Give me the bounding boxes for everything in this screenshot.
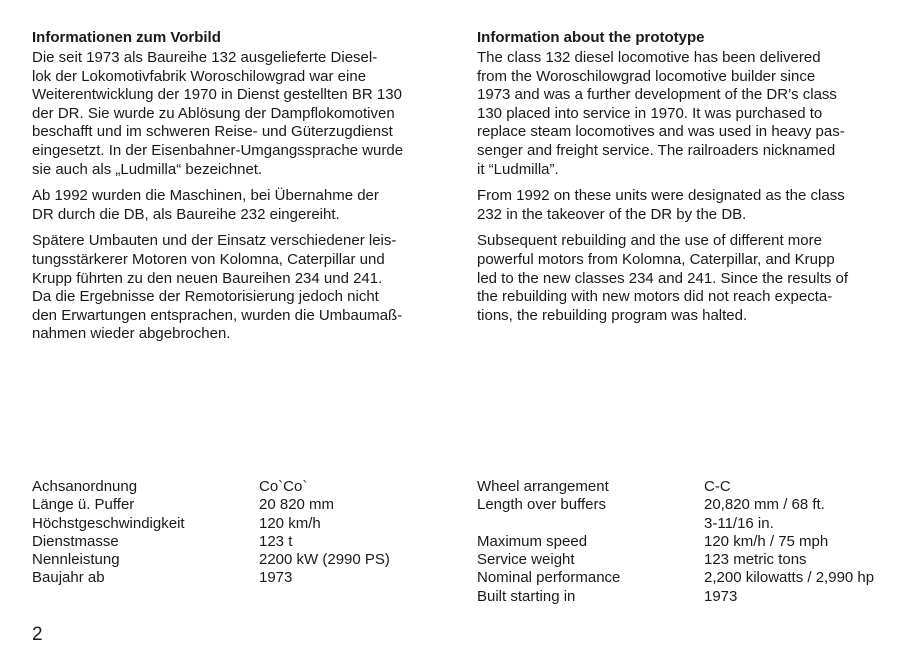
spec-value: C-C	[704, 478, 731, 495]
spec-value: 3-11/16 in.	[704, 514, 774, 532]
spec-label: Nennleistung	[32, 551, 120, 569]
spec-row	[32, 515, 449, 533]
spec-row	[477, 496, 894, 514]
spec-value: 20 820 mm	[259, 496, 335, 514]
spec-value: 123 metric tons	[704, 551, 807, 569]
spec-label: Wheel arrangement	[477, 478, 609, 495]
spec-label: Maximum speed	[477, 532, 588, 550]
spec-row	[32, 496, 449, 514]
english-paragraph-3: Subsequent rebuilding and the use of different more powerful motors from Kolomna, Caterpillar, and Krupp led to the new classes 234 and 241. Since the results of the rebuilding with new motors did not reach expecta- tions, the rebuilding program was halted.	[477, 232, 849, 324]
spec-row	[32, 533, 449, 551]
spec-label: Dienstmasse	[32, 532, 119, 550]
spec-value: 1973	[259, 569, 293, 587]
spec-value: 2200 kW (2990 PS)	[259, 551, 390, 569]
spec-label: Baujahr ab	[32, 569, 105, 587]
english-heading: Information about the prototype	[477, 29, 705, 46]
spec-value: Co`Co`	[259, 478, 308, 495]
spec-row	[477, 533, 894, 551]
english-paragraph-2: From 1992 on these units were designated as the class 232 in the takeover of the DR by the DB.	[477, 187, 845, 223]
spec-label: Service weight	[477, 551, 575, 569]
spec-value: 20,820 mm / 68 ft.	[704, 496, 825, 514]
spec-value: 120 km/h / 75 mph	[704, 532, 829, 550]
english-column	[477, 29, 882, 333]
spec-value: 1973	[704, 587, 738, 605]
spec-row	[477, 588, 894, 606]
spec-label: Achsanordnung	[32, 478, 138, 495]
english-specs-table	[477, 478, 894, 606]
spec-row	[477, 515, 894, 533]
german-paragraph-3: Spätere Umbauten und der Einsatz verschiedener leis- tungsstärkerer Motoren von Kolomna, Caterpillar und Krupp führten zu den neuen Baureihen 234 und 241. Da die Ergebnisse der Remotorisierung jedoch nicht den Erwartungen entsprachen, wurden die Umbaumaß- nahmen wieder abgebrochen.	[32, 232, 403, 343]
german-heading: Informationen zum Vorbild	[32, 29, 221, 46]
spec-value: 2,200 kilowatts / 2,990 hp	[704, 569, 875, 587]
german-specs-table	[32, 478, 449, 588]
spec-label: Länge ü. Puffer	[32, 496, 135, 514]
spec-row	[32, 569, 449, 587]
spec-value: 120 km/h	[259, 514, 321, 532]
spec-row	[477, 551, 894, 569]
english-paragraph-1: The class 132 diesel locomotive has been delivered from the Woroschilowgrad locomotive builder since 1973 and was a further development of the DR’s class 130 placed into service in 1970. It was purchased to replace steam locomotives and was used in heavy pas- senger and freight service. The railroaders nicknamed it “Ludmilla”.	[477, 49, 845, 178]
spec-row	[32, 551, 449, 569]
german-column	[32, 29, 442, 352]
german-paragraph-1: Die seit 1973 als Baureihe 132 ausgelieferte Diesel- lok der Lokomotivfabrik Woroschilowgrad war eine Weiterentwicklung der 1970 in Dienst gestellten BR 130 der DR. Sie wurde zu Ablösung der Dampflokomotiven beschafft und im schweren Reise- und Güterzugdienst eingesetzt. In der Eisenbahner-Umgangssprache wurde sie auch als „Ludmilla“ bezeichnet.	[32, 49, 404, 178]
spec-label	[477, 515, 704, 533]
spec-label: Nominal performance	[477, 569, 621, 587]
german-paragraph-2: Ab 1992 wurden die Maschinen, bei Übernahme der DR durch die DB, als Baureihe 232 eingereiht.	[32, 187, 379, 223]
spec-row	[477, 478, 894, 496]
spec-label: Built starting in	[477, 587, 576, 605]
spec-label: Length over buffers	[477, 496, 606, 514]
spec-row	[32, 478, 449, 496]
page-number: 2	[32, 624, 43, 645]
spec-row	[477, 569, 894, 587]
spec-value: 123 t	[259, 532, 293, 550]
spec-label: Höchstgeschwindigkeit	[32, 514, 185, 532]
